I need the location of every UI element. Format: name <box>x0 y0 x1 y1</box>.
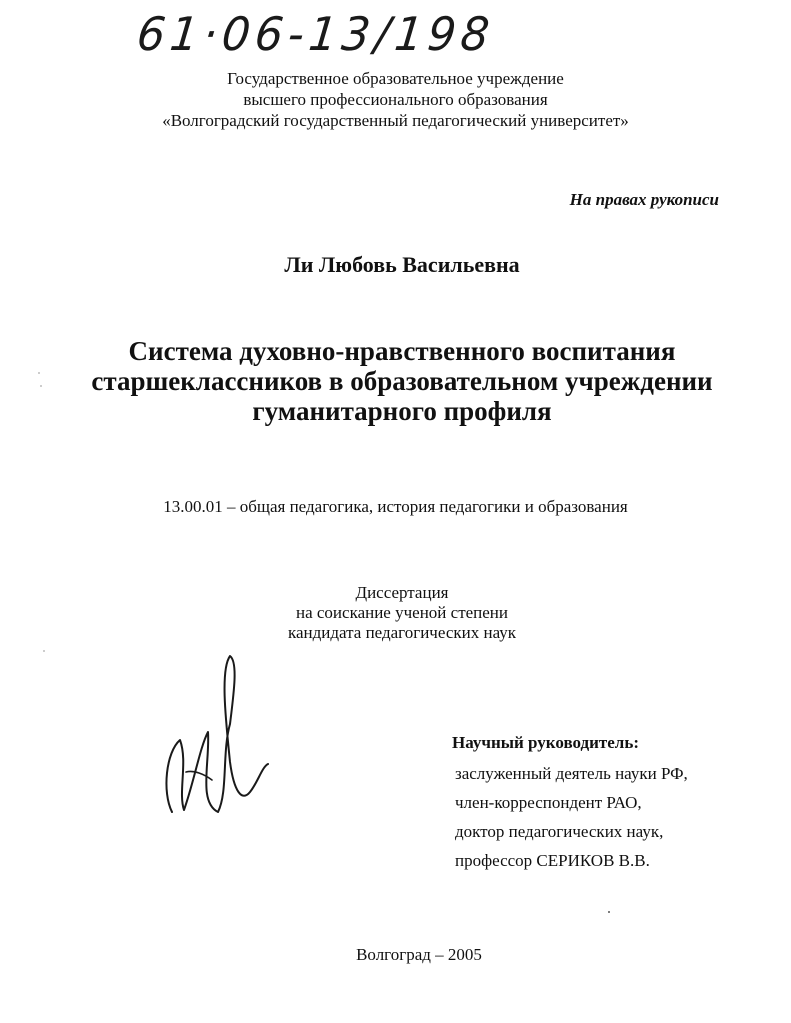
institution-line: Государственное образовательное учреждение <box>227 69 564 88</box>
signature-icon <box>158 652 288 827</box>
manuscript-rights-note: На правах рукописи <box>569 190 719 209</box>
institution-line: «Волгоградский государственный педагогический университет» <box>162 111 629 130</box>
scan-speck <box>40 385 42 387</box>
handwritten-catalog-number: 61·06-13/198 <box>134 8 497 62</box>
advisor-line: профессор СЕРИКОВ В.В. <box>455 851 650 870</box>
advisor-line: доктор педагогических наук, <box>455 822 664 841</box>
advisor-heading: Научный руководитель: <box>452 733 639 752</box>
specialty-code: 13.00.01 – общая педагогика, история педагогики и образования <box>163 497 628 516</box>
advisor-line: заслуженный деятель науки РФ, <box>455 764 688 783</box>
institution-header <box>0 68 791 131</box>
scan-speck <box>608 911 610 913</box>
advisor-line: член-корреспондент РАО, <box>455 793 642 812</box>
scan-speck <box>38 372 40 374</box>
degree-line: на соискание ученой степени <box>295 603 509 622</box>
title-line: Система духовно-нравственного воспитания <box>128 336 676 366</box>
dissertation-title <box>0 336 791 426</box>
scientific-advisor <box>452 733 688 875</box>
degree-statement <box>0 583 791 643</box>
degree-line: кандидата педагогических наук <box>287 623 517 642</box>
scan-speck <box>43 650 45 652</box>
author-name: Ли Любовь Васильевна <box>284 252 520 277</box>
title-line: старшеклассников в образовательном учреждении <box>91 366 713 396</box>
title-line: гуманитарного профиля <box>252 396 552 426</box>
degree-line: Диссертация <box>355 583 449 602</box>
institution-line: высшего профессионального образования <box>243 90 548 109</box>
city-year: Волгоград – 2005 <box>356 945 482 964</box>
